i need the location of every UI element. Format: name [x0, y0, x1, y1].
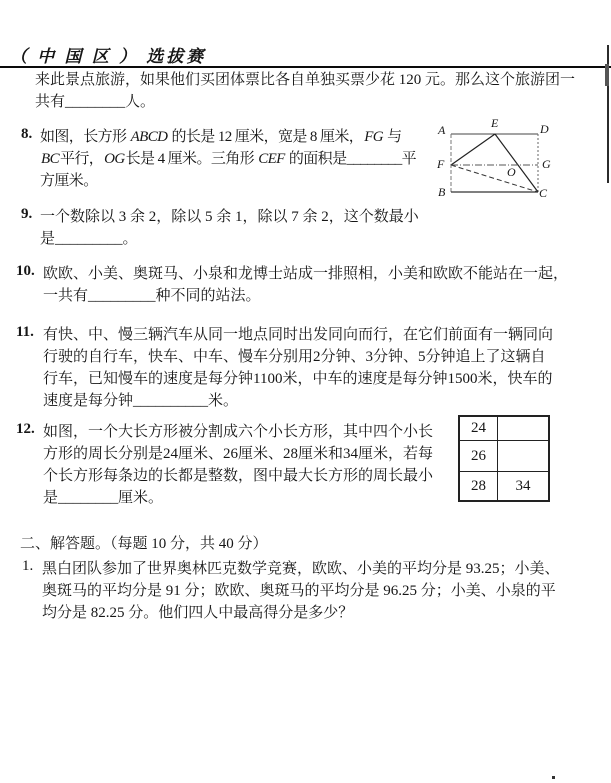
- problem-text: [40, 126, 416, 192]
- grid-cell-empty: [498, 417, 548, 440]
- problem-12: [16, 421, 434, 509]
- problem-7-continuation: [35, 69, 575, 113]
- text-line: 行驶的自行车，快车、中车、慢车分别用2分钟、3分钟、5分钟追上了这辆自: [43, 349, 546, 365]
- problem-10: [16, 263, 569, 307]
- problem-text: [43, 263, 568, 307]
- problem-text: [42, 558, 560, 624]
- solve-problem-1: [22, 558, 560, 624]
- problem-11: [16, 324, 554, 412]
- grid-cell-34: 34: [515, 478, 531, 494]
- text-line: 个长方形每条边的长都是整数，图中最大长方形的周长最小: [43, 468, 434, 484]
- figure-label-e: E: [491, 116, 499, 130]
- text-line: 有快、中、慢三辆汽车从同一地点同时出发同向而行，在它们前面有一辆同向: [43, 327, 554, 343]
- figure-label-b: B: [438, 185, 446, 199]
- section-2-heading: 二、解答题。（每题 10 分，共 40 分）: [20, 536, 268, 552]
- problem-number: 10.: [16, 263, 35, 279]
- problem-number: 1.: [22, 558, 34, 574]
- grid-cell-26: 26: [471, 448, 486, 464]
- page-title: （ 中 国 区 ） 选拔赛: [10, 47, 207, 66]
- header-rule: [0, 66, 611, 68]
- grid-cell-empty: [498, 441, 548, 471]
- problem-12-grid-figure: [458, 415, 550, 502]
- text-line: 均分是 82.25 分。他们四人中最高得分是多少？: [42, 605, 354, 621]
- figure-label-a: A: [438, 123, 446, 137]
- text-line: 来此景点旅游，如果他们买团体票比各自单独买票少花 120 元。那么这个旅游团一: [35, 72, 576, 88]
- figure-label-f: F: [437, 157, 445, 171]
- text-line: 是________厘米。: [43, 490, 164, 506]
- problem-number: 9.: [21, 206, 33, 222]
- grid-cell-24: 24: [471, 420, 486, 436]
- scan-artifact: [552, 776, 555, 779]
- text-line: 欧欧、小美、奥斑马、小泉和龙博士站成一排照相，小美和欧欧不能站在一起，: [43, 266, 569, 282]
- problem-9: [21, 206, 419, 250]
- figure-label-d: D: [540, 122, 549, 136]
- problem-number: 11.: [16, 324, 34, 340]
- problem-text: [40, 206, 419, 250]
- text-line: 黑白团队参加了世界奥林匹克数学竞赛，欧欧、小美的平均分是 93.25；小美、: [42, 561, 560, 577]
- text-line: 如图，长方形 ABCD 的长是 12 厘米，宽是 8 厘米，FG 与: [40, 129, 402, 145]
- text-line: 如图，一个大长方形被分割成六个小长方形，其中四个小长: [43, 424, 434, 440]
- text-line: 方厘米。: [40, 173, 98, 189]
- text-line: 行车，已知慢车的速度是每分钟1100米，中车的速度是每分钟1500米，快车的: [43, 371, 553, 387]
- grid-cell-28: 28: [471, 478, 486, 494]
- problem-number: 8.: [21, 126, 33, 142]
- figure-label-g: G: [542, 157, 551, 171]
- right-margin-line-thick: [605, 64, 609, 86]
- text-line: 一共有_________种不同的站法。: [43, 288, 261, 304]
- text-line: 共有________人。: [35, 94, 156, 110]
- problem-8: [21, 126, 417, 192]
- text-line: 一个数除以 3 余 2，除以 5 余 1，除以 7 余 2，这个数最小: [40, 209, 419, 225]
- figure-label-o: O: [507, 165, 516, 179]
- figure-label-c: C: [539, 186, 548, 200]
- text-line: 奥斑马的平均分是 91 分；欧欧、奥斑马的平均分是 96.25 分；小美、小泉的平: [42, 583, 556, 599]
- problem-text: [43, 421, 433, 509]
- text-line: 是_________。: [40, 231, 138, 247]
- geometry-figure-rectangle-abcd: [436, 114, 562, 208]
- text-line: 速度是每分钟__________米。: [43, 393, 239, 409]
- problem-number: 12.: [16, 421, 35, 437]
- text-line: BC平行，OG长是 4 厘米。三角形 CEF 的面积是________平: [41, 151, 417, 167]
- problem-text: [43, 324, 553, 412]
- text-line: 方形的周长分别是24厘米、26厘米、28厘米和34厘米，若每: [43, 446, 434, 462]
